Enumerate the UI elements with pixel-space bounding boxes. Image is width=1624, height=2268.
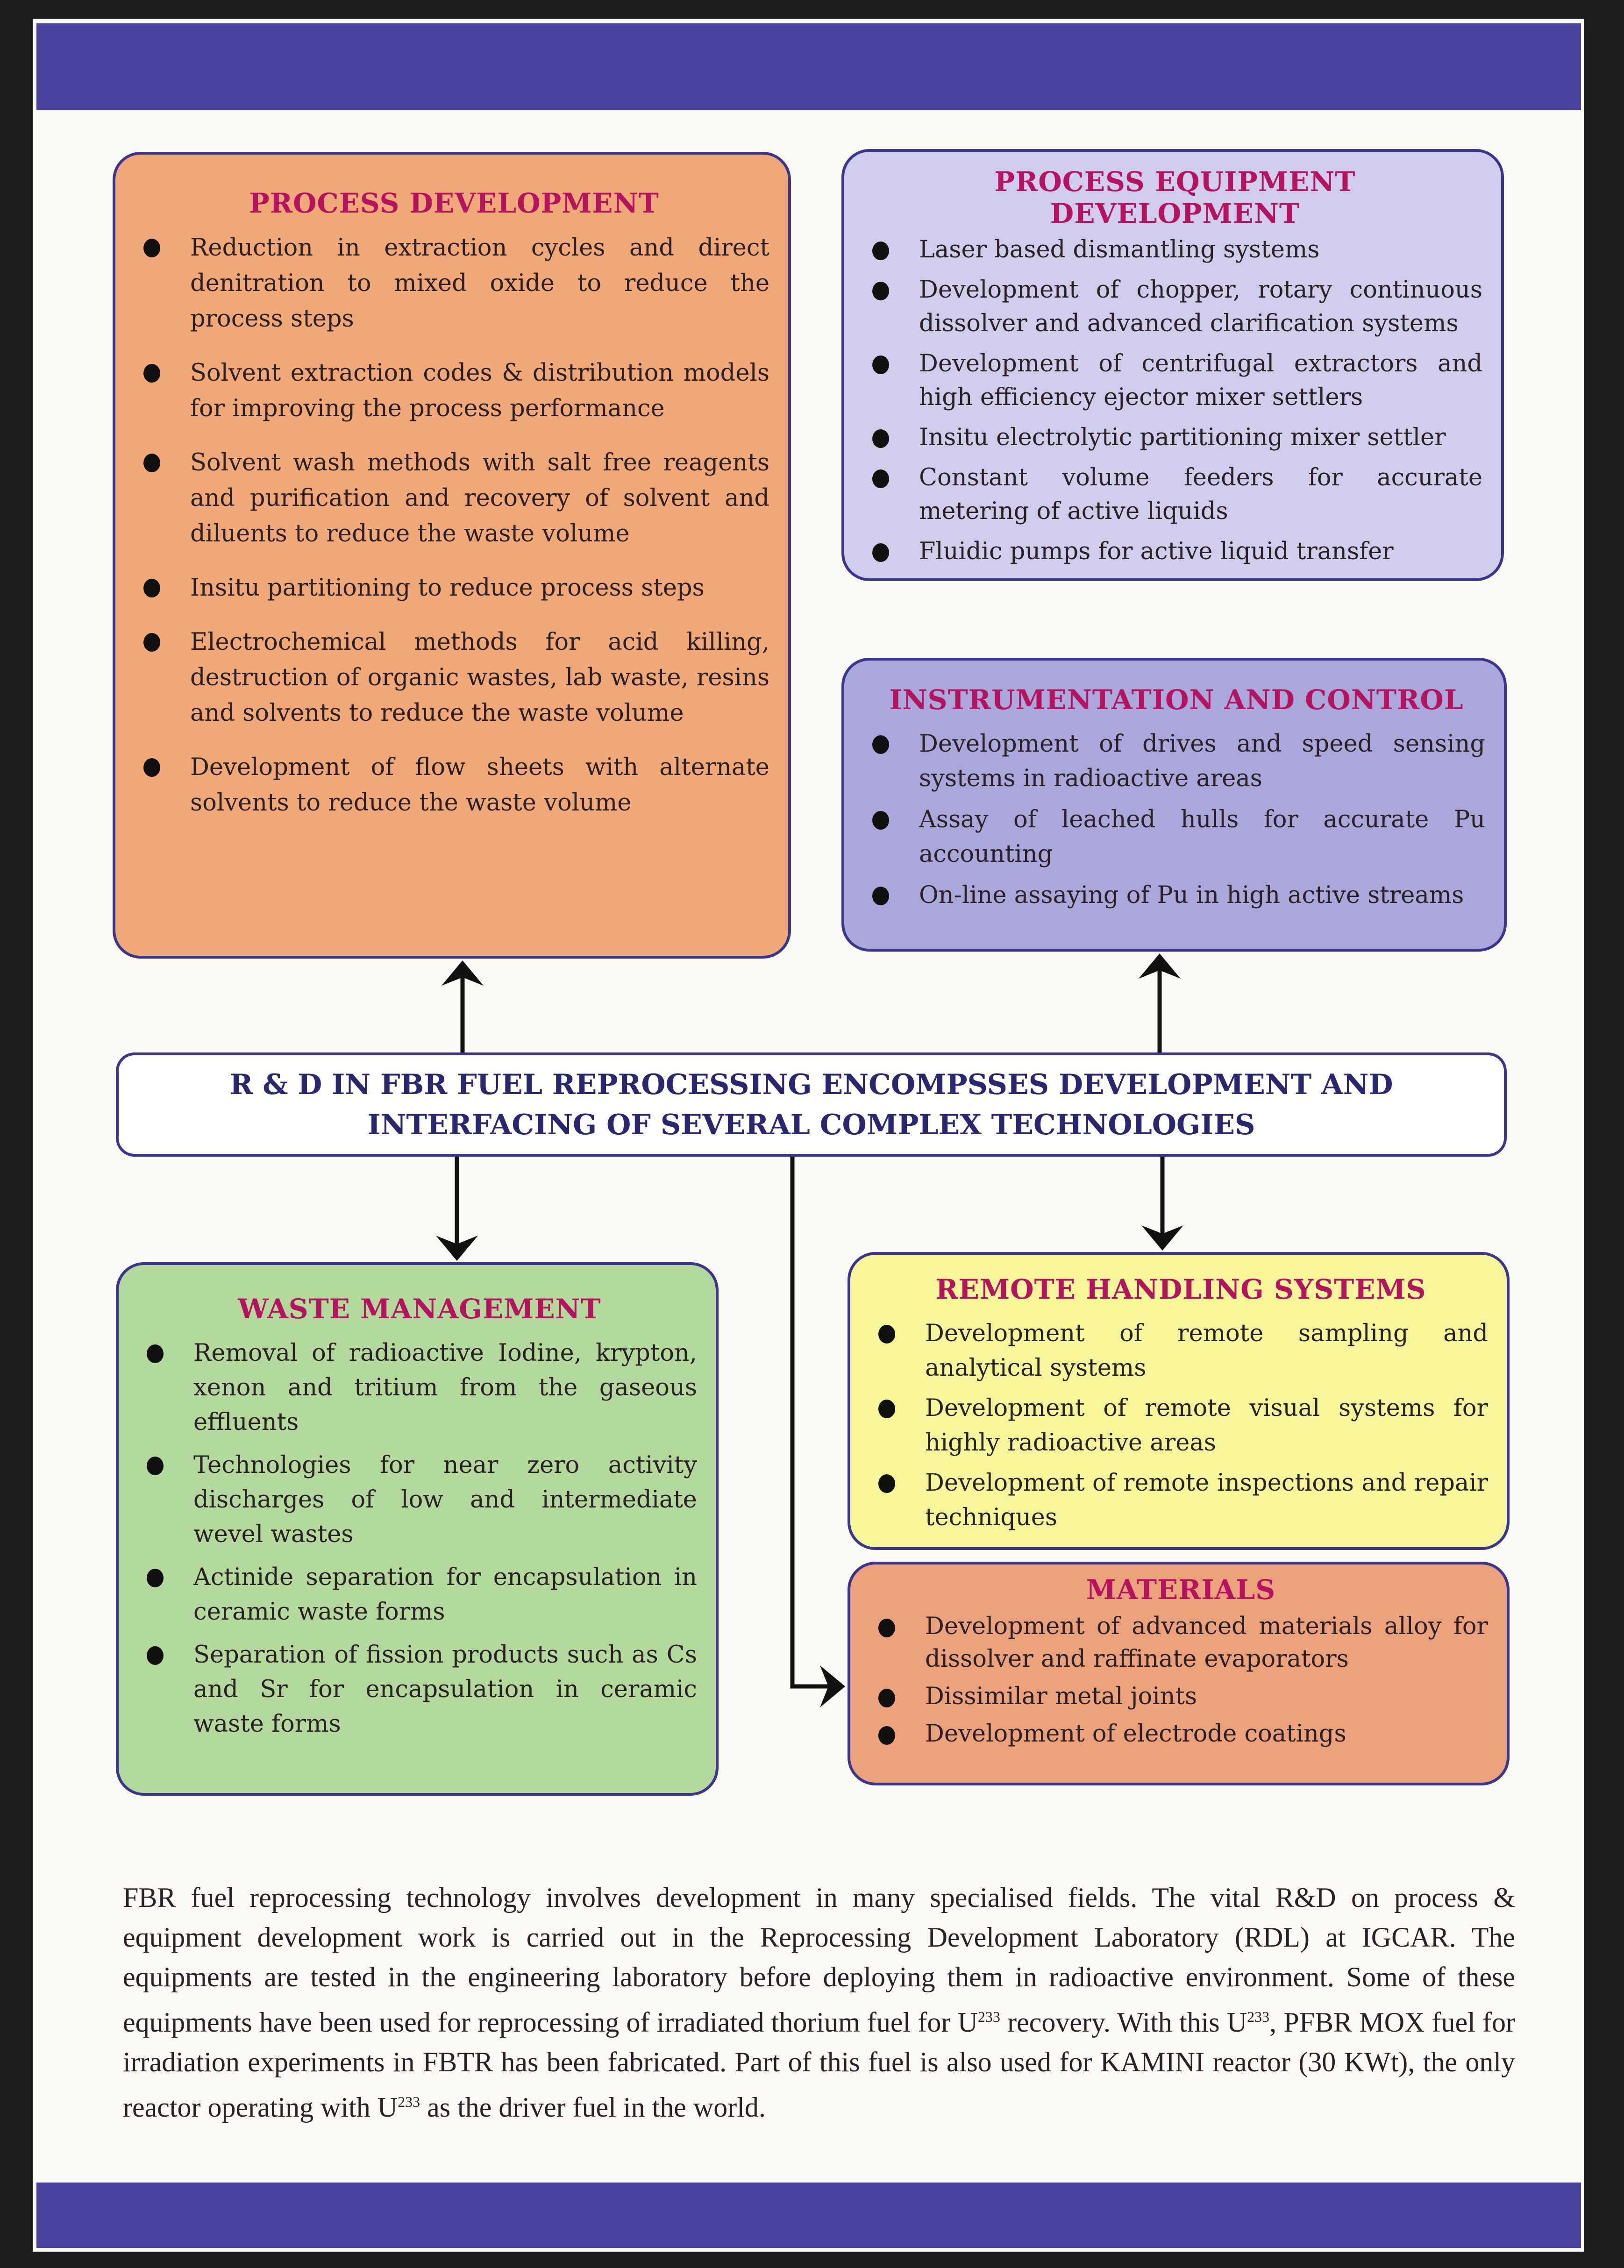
list-item bbox=[868, 273, 1482, 341]
list-item-text: Development of flow sheets with alternate solvents to reduce the waste volume bbox=[190, 754, 769, 817]
bullet-list bbox=[868, 233, 1482, 569]
bullet-icon bbox=[872, 811, 889, 830]
superscript: 233 bbox=[977, 2008, 1000, 2025]
list-item bbox=[868, 727, 1485, 796]
bullet-icon bbox=[147, 1344, 164, 1363]
list-item bbox=[142, 1448, 697, 1552]
bullet-icon bbox=[878, 1619, 895, 1637]
list-item bbox=[868, 803, 1485, 872]
bullet-icon bbox=[147, 1457, 164, 1475]
list-item bbox=[874, 1316, 1488, 1386]
list-item-text: Constant volume feeders for accurate metering of active liquids bbox=[919, 464, 1482, 525]
section-title: INSTRUMENTATION AND CONTROL bbox=[889, 684, 1464, 716]
list-item bbox=[139, 445, 769, 552]
bullet-icon bbox=[143, 758, 160, 777]
list-item bbox=[142, 1638, 697, 1742]
list-item-text: Electrochemical methods for acid killing, destruction of organic wastes, lab waste, resins and solvents to reduce the waste volume bbox=[190, 628, 769, 727]
list-item-text: Assay of leached hulls for accurate Pu accounting bbox=[919, 806, 1485, 868]
remote-handling-box bbox=[848, 1252, 1510, 1550]
list-item bbox=[874, 1391, 1488, 1460]
list-item-text: Development of drives and speed sensing systems in radioactive areas bbox=[919, 730, 1485, 792]
bullet-icon bbox=[143, 579, 160, 597]
bullet-icon bbox=[878, 1474, 895, 1493]
bullet-icon bbox=[872, 543, 889, 562]
list-item-text: Development of remote inspections and repair techniques bbox=[925, 1469, 1488, 1531]
bullet-icon bbox=[872, 429, 889, 448]
bullet-icon bbox=[872, 887, 889, 905]
bullet-list bbox=[874, 1316, 1488, 1535]
section-title: MATERIALS bbox=[1086, 1574, 1276, 1606]
list-item bbox=[139, 355, 769, 427]
list-item bbox=[139, 230, 769, 337]
list-item-text: Development of electrode coatings bbox=[925, 1720, 1346, 1748]
list-item bbox=[874, 1466, 1488, 1535]
list-item bbox=[874, 1718, 1488, 1750]
list-item-text: Development of chopper, rotary continuous dissolver and advanced clarification systems bbox=[919, 276, 1482, 337]
list-item-text: Separation of fission products such as Cs and Sr for encapsulation in ceramic waste forms bbox=[193, 1641, 697, 1738]
bullet-icon bbox=[147, 1569, 164, 1587]
bullet-icon bbox=[872, 282, 889, 300]
list-item-text: Insitu electrolytic partitioning mixer settler bbox=[919, 424, 1446, 451]
list-item-text: On-line assaying of Pu in high active streams bbox=[919, 882, 1464, 909]
list-item-text: Development of centrifugal extractors and high efficiency ejector mixer settlers bbox=[919, 350, 1482, 411]
paragraph-text: FBR fuel reprocessing technology involves development in many specialised fields. The vital R&D on process & equipment development work is carried out in the Reprocessing Development Laboratory (RDL) at IGCAR. The equipments are tested in the engineering laboratory before deploying them in radioactive environment. Some of these equipments have been used for reprocessing of irradiated thorium fuel for U bbox=[123, 1882, 1515, 2038]
central-statement-box bbox=[116, 1052, 1507, 1157]
list-item-text: Insitu partitioning to reduce process steps bbox=[190, 574, 705, 602]
list-item-text: Fluidic pumps for active liquid transfer bbox=[919, 538, 1394, 565]
central-statement: R & D IN FBR FUEL REPROCESSING ENCOMPSSES DEVELOPMENT AND INTERFACING OF SEVERAL COMPLEX TECHNOLOGIES bbox=[229, 1068, 1393, 1141]
description-paragraph bbox=[123, 1878, 1515, 2127]
list-item bbox=[874, 1680, 1488, 1713]
list-item-text: Technologies for near zero activity discharges of low and intermediate wevel wastes bbox=[193, 1451, 697, 1548]
bullet-list bbox=[139, 230, 769, 821]
list-item-text: Removal of radioactive Iodine, krypton, xenon and tritium from the gaseous effluents bbox=[193, 1339, 697, 1436]
materials-box bbox=[848, 1562, 1510, 1785]
section-title: WASTE MANAGEMENT bbox=[238, 1293, 601, 1325]
section-title: PROCESS EQUIPMENT DEVELOPMENT bbox=[994, 166, 1356, 229]
process-equipment-box bbox=[841, 149, 1504, 581]
list-item-text: Dissimilar metal joints bbox=[925, 1683, 1197, 1710]
list-item-text: Laser based dismantling systems bbox=[919, 236, 1320, 263]
bullet-icon bbox=[878, 1325, 895, 1344]
arrow-to-materials bbox=[792, 1157, 841, 1686]
paragraph-text: as the driver fuel in the world. bbox=[420, 2092, 766, 2123]
bullet-list bbox=[142, 1336, 697, 1742]
list-item bbox=[874, 1610, 1488, 1676]
list-item bbox=[868, 461, 1482, 528]
bullet-icon bbox=[147, 1646, 164, 1665]
bullet-icon bbox=[878, 1400, 895, 1418]
list-item bbox=[868, 535, 1482, 569]
list-item-text: Development of advanced materials alloy for dissolver and raffinate evaporators bbox=[925, 1613, 1488, 1673]
list-item-text: Development of remote visual systems for highly radioactive areas bbox=[925, 1394, 1488, 1457]
bullet-icon bbox=[872, 469, 889, 488]
bullet-icon bbox=[143, 454, 160, 472]
bullet-icon bbox=[143, 364, 160, 383]
list-item-text: Solvent extraction codes & distribution models for improving the process performance bbox=[190, 359, 769, 422]
list-item bbox=[868, 878, 1485, 913]
list-item bbox=[139, 570, 769, 606]
list-item bbox=[139, 625, 769, 731]
section-title: REMOTE HANDLING SYSTEMS bbox=[935, 1273, 1426, 1305]
process-development-box bbox=[113, 152, 791, 959]
bullet-icon bbox=[143, 633, 160, 652]
section-title: PROCESS DEVELOPMENT bbox=[249, 187, 659, 219]
list-item bbox=[142, 1336, 697, 1440]
bullet-list bbox=[874, 1610, 1488, 1750]
bullet-icon bbox=[872, 242, 889, 260]
bullet-icon bbox=[143, 239, 160, 257]
paragraph-text: , PFBR MOX fuel for irradiation experiments in FBTR has been fabricated. Part of this fuel is also used for KAMINI reactor (30 KWt), the only reactor operating with U bbox=[123, 2007, 1515, 2123]
waste-management-box bbox=[116, 1262, 719, 1796]
list-item bbox=[139, 750, 769, 821]
bullet-icon bbox=[878, 1689, 895, 1707]
bullet-icon bbox=[878, 1726, 895, 1745]
list-item-text: Solvent wash methods with salt free reagents and purification and recovery of solvent and diluents to reduce the waste volume bbox=[190, 449, 769, 547]
bullet-icon bbox=[872, 735, 889, 754]
list-item-text: Reduction in extraction cycles and direct denitration to mixed oxide to reduce the process steps bbox=[190, 234, 769, 333]
superscript: 233 bbox=[1247, 2008, 1270, 2025]
superscript: 233 bbox=[398, 2093, 420, 2110]
list-item-text: Development of remote sampling and analytical systems bbox=[925, 1320, 1488, 1382]
bullet-list bbox=[868, 727, 1485, 913]
list-item-text: Actinide separation for encapsulation in ceramic waste forms bbox=[193, 1564, 697, 1626]
list-item bbox=[868, 233, 1482, 267]
list-item bbox=[868, 421, 1482, 455]
list-item bbox=[868, 347, 1482, 414]
list-item bbox=[142, 1560, 697, 1629]
paragraph-text: recovery. With this U bbox=[1000, 2007, 1247, 2038]
instrumentation-box bbox=[841, 658, 1507, 952]
bullet-icon bbox=[872, 355, 889, 374]
